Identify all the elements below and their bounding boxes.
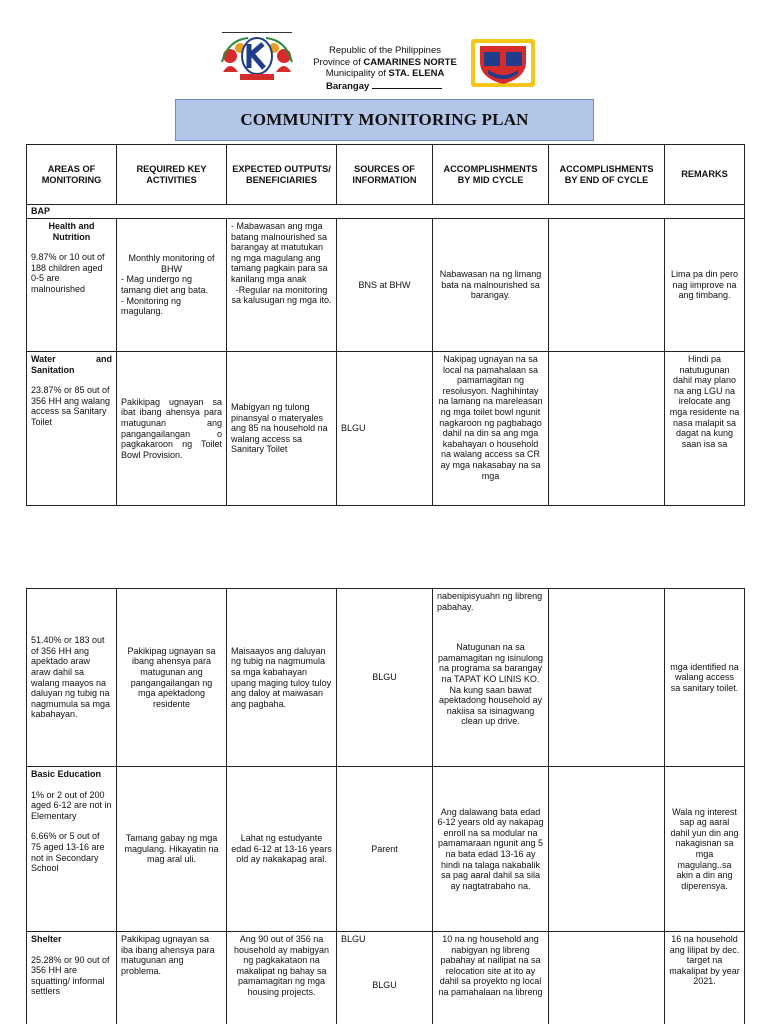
area-detail-drainage: 51.40% or 183 out of 356 HH ang apektado araw araw dahil sa walang maayos na daluyan ng tubig na nagmumula sa mga kabahayan. <box>27 589 117 767</box>
table-row-shelter <box>27 932 745 1024</box>
end-cycle-cell-drainage <box>549 589 665 767</box>
activities-cell-education: Tamang gabay ng mga magulang. Hikayatin na mag aral uli. <box>117 767 227 932</box>
title-banner <box>175 99 594 141</box>
monitoring-table-part-1 <box>26 144 745 506</box>
dswd-logo-icon <box>470 38 536 88</box>
area-title-shelter: Shelter <box>31 934 62 944</box>
table-header-row <box>27 145 745 205</box>
end-cycle-cell-shelter <box>549 932 665 1024</box>
column-header-mid-cycle: ACCOMPLISHMENTS BY MID CYCLE <box>433 145 549 205</box>
sources-cell-drainage: BLGU <box>337 589 433 767</box>
sources-cell-water: BLGU <box>337 352 433 506</box>
mid-cycle-cell-health: Nabawasan na ng limang bata na malnourished sa barangay. <box>433 219 549 352</box>
table-row-water <box>27 352 745 506</box>
area-title-health: Health and Nutrition <box>48 221 95 242</box>
remarks-cell-shelter: 16 na household ang lilipat by dec. target na makalipat by year 2021. <box>665 932 745 1024</box>
table-row-education <box>27 767 745 932</box>
activities-cell-water: Pakikipag ugnayan sa ibat ibang ahensya para matugunan ang pangangailangan o pagkakaroon ng Toilet Bowl Provision. <box>117 352 227 506</box>
area-detail-secondary: 6.66% or 5 out of 75 aged 13-16 are not in Secondary School <box>31 831 105 874</box>
activities-cell-drainage: Pakikipag ugnayan sa ibang ahensya para matugunan ang pangangailangan ng mga apektadong residente <box>117 589 227 767</box>
sources-cell-education: Parent <box>337 767 433 932</box>
area-cell-education <box>27 767 117 932</box>
table-row-water-continued <box>27 589 745 767</box>
column-header-end-cycle: ACCOMPLISHMENTS BY END OF CYCLE <box>549 145 665 205</box>
mid-cycle-cell-water: Nakipag ugnayan na sa local na pamahalaan sa pamamagitan ng resolusyon. Naghihintay na lamang na mareleasan ng mga toilet bowl ngunit nagkaroon ng pagbabago dahil na din sa ang mga kabahayan o household na walang access sa CR ay mga nakasabay na sa mga <box>433 352 549 506</box>
end-cycle-cell-health <box>549 219 665 352</box>
area-cell-health <box>27 219 117 352</box>
remarks-cell-education: Wala ng interest sap ag aaral dahil yun din ang nakagisnan sa mga magulang..sa akin a din ang diperensya. <box>665 767 745 932</box>
column-header-areas: AREAS OF MONITORING <box>27 145 117 205</box>
area-cell-water: Water and Sanitation 23.87% or 85 out of 356 HH ang walang access sa Sanitary Toilet <box>27 352 117 506</box>
area-detail-elementary: 1% or 2 out of 200 aged 6-12 are not in Elementary <box>31 789 112 821</box>
outputs-cell-shelter: Ang 90 out of 356 na household ay mabigyan ng pagkakataon na makalipat ng bahay sa pamamagitan ng mga housing projects. <box>227 932 337 1024</box>
area-cell-shelter <box>27 932 117 1024</box>
kalahi-cidss-logo-icon <box>218 32 296 82</box>
outputs-cell-education: Lahat ng estudyante edad 6-12 at 13-16 years old ay nakakapag aral. <box>227 767 337 932</box>
republic-line: Republic of the Philippines <box>329 45 441 56</box>
remarks-cell-water: Hindi pa natutugunan dahil may plano na ang LGU na irelocate ang mga residente na nasa malapit sa dagat na kung saan isa sa <box>665 352 745 506</box>
province-line: Province of CAMARINES NORTE <box>313 56 457 68</box>
outputs-cell-drainage: Maisaayos ang daluyan ng tubig na nagmumula sa mga kabahayan upang maging tuloy tuloy ang daloy at maiwasan ang pagbaha. <box>227 589 337 767</box>
end-cycle-cell-education <box>549 767 665 932</box>
mid-cycle-cell-drainage: nabenipisyuahn ng libreng pabahay. Natugunan na sa pamamagitan ng isinulong na programa sa barangay na TAPAT KO LINIS KO. Na kung saan bawat apektadong household ay nakiisa sa isinagwang clean up drive. <box>433 589 549 767</box>
table-row-health <box>27 219 745 352</box>
activities-cell-shelter: Pakikipag ugnayan sa iba ibang ahensya para matugunan ang problema. <box>117 932 227 1024</box>
sources-cell-shelter: BLGU BLGU <box>337 932 433 1024</box>
area-title-education: Basic Education <box>31 769 102 779</box>
column-header-activities: REQUIRED KEY ACTIVITIES <box>117 145 227 205</box>
outputs-cell-health: - Mabawasan ang mga batang malnourished sa barangay at matutukan ng mga magulang ang tamang pagkain para sa kanilang mga anak -Regular na monitoring sa kalusugan ng mga ito. <box>227 219 337 352</box>
area-title-water: Water and <box>31 354 112 364</box>
remarks-cell-drainage: mga identified na walang access sa sanitary toilet. <box>665 589 745 767</box>
column-header-remarks: REMARKS <box>665 145 745 205</box>
page-title: COMMUNITY MONITORING PLAN <box>240 110 529 129</box>
section-label-bap: BAP <box>27 205 745 219</box>
section-row-bap <box>27 205 745 219</box>
column-header-outputs: EXPECTED OUTPUTS/ BENEFICIARIES <box>227 145 337 205</box>
remarks-cell-health: Lima pa din pero nag iimprove na ang timbang. <box>665 219 745 352</box>
column-header-sources: SOURCES OF INFORMATION <box>337 145 433 205</box>
document-header <box>0 0 768 145</box>
municipality-line: Municipality of STA. ELENA <box>325 68 445 79</box>
activities-cell-health: Monthly monitoring of BHW - Mag undergo ng tamang diet ang bata. - Monitoring ng magulang. <box>117 219 227 352</box>
area-detail-water: 23.87% or 85 out of 356 HH ang walang access sa Sanitary Toilet <box>31 385 111 427</box>
mid-cycle-cell-shelter: 10 na ng household ang nabigyan ng libreng pabahay at nailipat na sa relocation site at ito ay dahil sa proyekto ng local na pamahalaan na libreng <box>433 932 549 1024</box>
barangay-line: Barangay <box>326 80 442 92</box>
end-cycle-cell-water <box>549 352 665 506</box>
area-detail-health: 9.87% or 10 out of 188 children aged 0-5 are malnourished <box>31 252 105 294</box>
sources-cell-health: BNS at BHW <box>337 219 433 352</box>
monitoring-table-part-2 <box>26 588 745 1024</box>
outputs-cell-water: Mabigyan ng tulong pinansyal o materyales ang 85 na household na walang access sa Sanitary Toilet <box>227 352 337 506</box>
mid-cycle-cell-education: Ang dalawang bata edad 6-12 years old ay nakapag enroll na sa modular na pamamaraan ngunit ang 5 na bata edad 13-16 ay hindi na talaga nakabalik sa pag aaral dahil sa sila ay nagtatrabaho na. <box>433 767 549 932</box>
government-address <box>300 45 470 80</box>
area-detail-shelter: 25.28% or 90 out of 356 HH are squatting/ informal settlers <box>31 954 110 997</box>
